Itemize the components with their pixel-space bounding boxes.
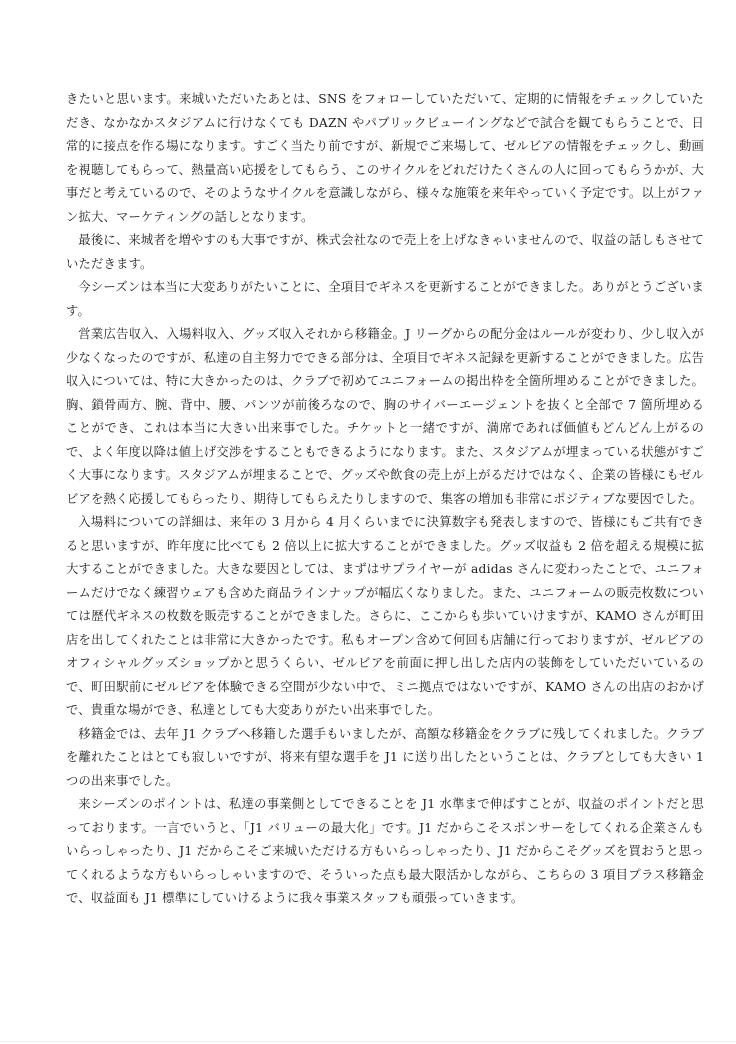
paragraph-advertising-revenue: 営業広告収入、入場料収入、グッズ収入それから移籍金。J リーグからの配分金はルールが変わり、少し収入が少なくなったのですが、私達の自主努力でできる部分は、全項目でギネス記録を更新することができました。広告収入については、特に大きかったのは、クラブで初めてユニフォームの掲出枠を全箇所埋めることができました。胸、鎖骨両方、腕、背中、腰、パンツが前後ろなので、胸のサイバーエージェントを抜くと全部で 7 箇所埋めることができ、これは本当に大きい出来事でした。チケットと一緒ですが、満席であれば価値もどんどん上がるので、よく年度以降は値上げ交渉をすることもできるようになります。また、スタジアムが埋まっている状態がすごく大事になります。スタジアムが埋まることで、グッズや飲食の売上が上がるだけではなく、企業の皆様にもゼルビアを熱く応援してもらったり、期待してもらえたりしますので、集客の増加も非常にポジティブな要因でした。	[66, 327, 704, 506]
page-bottom-divider	[0, 1041, 736, 1042]
paragraph-transfer-fees: 移籍金では、去年 J1 クラブへ移籍した選手もいましたが、高額な移籍金をクラブに残してくれました。クラブを離れたことはとても寂しいですが、将来有望な選手を J1 に送り出したということは、クラブとしても大きい 1 つの出来事でした。	[66, 726, 704, 788]
paragraph-next-season: 来シーズンのポイントは、私達の事業側としてできることを J1 水準まで伸ばすことが、収益のポイントだと思っております。一言でいうと、「J1 バリューの最大化」です。J1 だからこそスポンサーをしてくれる企業さんもいらっしゃったり、J1 だからこそご来城いただける方もいらっしゃったり、J1 だからこそグッズを買おうと思ってくれるような方もいらっしゃいますので、そういった点も最大限活かしながら、こちらの 3 項目プラス移籍金で、収益面も J1 標準にしていけるように我々事業スタッフも頑張っていきます。	[66, 797, 704, 905]
paragraph-admission-goods: 入場料についての詳細は、来年の 3 月から 4 月くらいまでに決算数字も発表しますので、皆様にもご共有できると思いますが、昨年度に比べても 2 倍以上に拡大することができました。グッズ収益も 2 倍を超える規模に拡大することができました。大きな要因としては、まずはサプライヤーが adidas さんに変わったことで、ユニフォームだけでなく練習ウェアも含めた商品ラインナップが幅広くなりました。また、ユニフォームの販売枚数については歴代ギネスの枚数を販売することができました。さらに、ここからも歩いていけますが、KAMO さんが町田店を出してくれたことは非常に大きかったです。私もオープン含めて何回も店舗に行っておりますが、ゼルビアのオフィシャルグッズショップかと思うくらい、ゼルビアを前面に押し出した店内の装飾をしていただいているので、町田駅前にゼルビアを体験できる空間が少ない中で、ミニ拠点ではないですが、KAMO さんの出店のおかげで、貴重な場ができ、私達としても大変ありがたい出来事でした。	[66, 515, 704, 717]
document-body	[66, 88, 704, 911]
paragraph-fan-marketing: きたいと思います。来城いただいたあとは、SNS をフォローしていただいて、定期的に情報をチェックしていただき、なかなかスタジアムに行けなくても DAZN やパブリックビューイングなどで試合を観てもらうことで、日常的に接点を作る場になります。すごく当たり前ですが、新規でご来場して、ゼルビアの情報をチェックし、動画を視聴してもらって、熱量高い応援をしてもらう、このサイクルをどれだけたくさんの人に回ってもらうかが、大事だと考えているので、そのようなサイクルを意識しながら、様々な施策を来年やっていく予定です。以上がファン拡大、マーケティングの話しとなります。	[66, 92, 704, 224]
paragraph-revenue-intro: 最後に、来城者を増やすのも大事ですが、株式会社なので売上を上げなきゃいませんので、収益の話しもさせていただきます。	[66, 233, 704, 271]
paragraph-guinness-update: 今シーズンは本当に大変ありがたいことに、全項目でギネスを更新することができました。ありがとうございます。	[66, 280, 704, 318]
